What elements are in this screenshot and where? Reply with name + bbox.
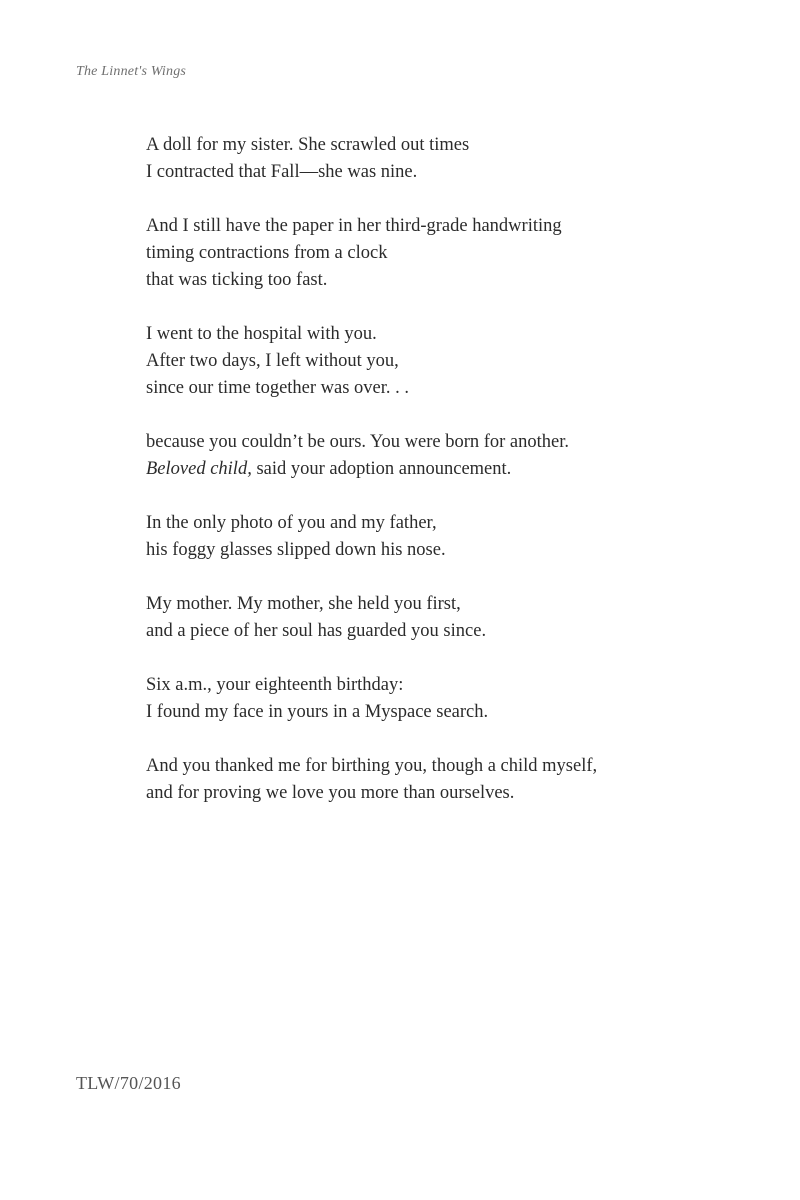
stanza-4 [146, 429, 766, 483]
poem-body [146, 132, 766, 834]
poem-line: Six a.m., your eighteenth birthday: [146, 675, 404, 695]
poem-line-rest: said your adoption announcement. [256, 459, 512, 479]
italic-phrase: Beloved child, [146, 459, 252, 479]
poem-line: I contracted that Fall—she was nine. [146, 162, 418, 182]
poem-line: I found my face in yours in a Myspace search. [146, 702, 489, 722]
poem-line: My mother. My mother, she held you first, [146, 594, 461, 614]
poem-line: and a piece of her soul has guarded you since. [146, 621, 487, 641]
stanza-6 [146, 591, 766, 645]
poem-line: his foggy glasses slipped down his nose. [146, 540, 446, 560]
poem-line: In the only photo of you and my father, [146, 513, 437, 533]
stanza-5 [146, 510, 766, 564]
poem-line: And you thanked me for birthing you, though a child myself, [146, 756, 598, 776]
stanza-7 [146, 672, 766, 726]
poem-line: I went to the hospital with you. [146, 324, 377, 344]
poem-line: since our time together was over. . . [146, 378, 410, 398]
catalog-id: TLW/70/2016 [76, 1073, 181, 1093]
stanza-1 [146, 132, 766, 186]
poem-line: And I still have the paper in her third-grade handwriting [146, 216, 562, 236]
poem-line: After two days, I left without you, [146, 351, 399, 371]
poem-line: timing contractions from a clock [146, 243, 388, 263]
running-title: The Linnet's Wings [76, 64, 187, 79]
poem-line-with-italic [146, 456, 766, 483]
stanza-2 [146, 213, 766, 294]
poem-line: that was ticking too fast. [146, 270, 328, 290]
stanza-3 [146, 321, 766, 402]
poem-line: and for proving we love you more than ourselves. [146, 783, 515, 803]
stanza-8 [146, 753, 766, 807]
poem-line: A doll for my sister. She scrawled out times [146, 135, 470, 155]
poem-line: because you couldn’t be ours. You were born for another. [146, 432, 570, 452]
